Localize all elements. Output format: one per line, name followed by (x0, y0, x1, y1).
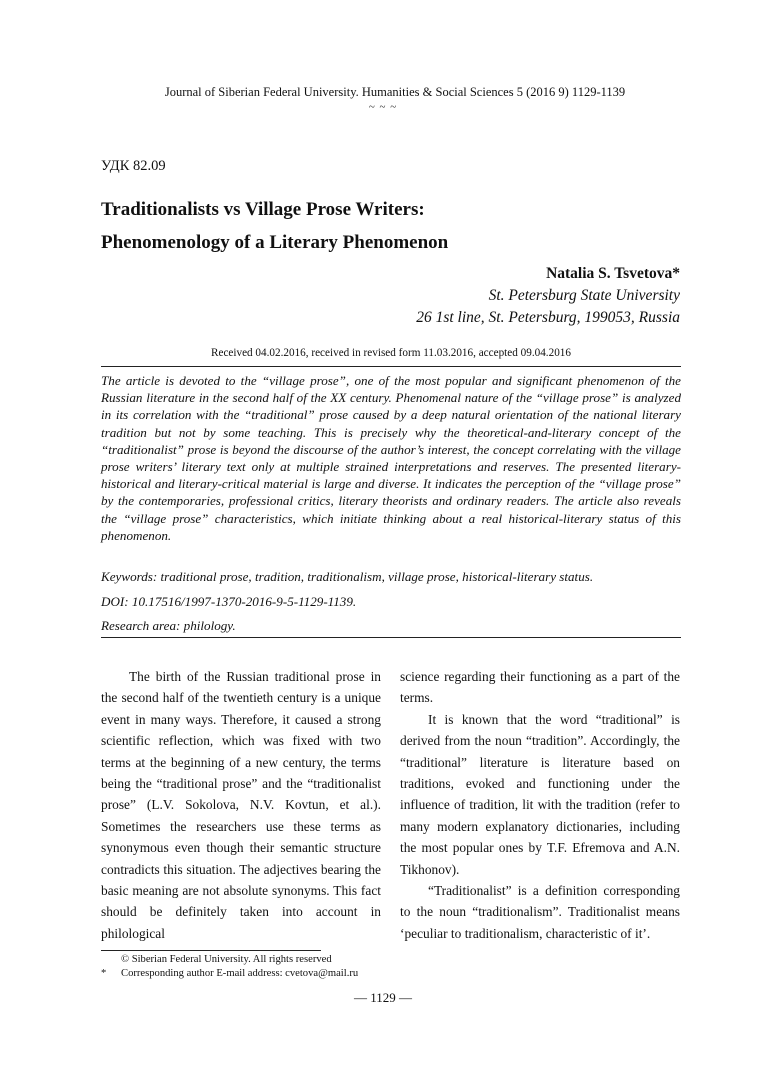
body-paragraph: “Traditionalist” is a definition corresponding to the noun “traditionalism”. Traditionalist means ‘peculiar to traditionalism, characteristic of it’. (400, 883, 680, 941)
journal-header: Journal of Siberian Federal University. Humanities & Social Sciences 5 (2016 9) 1129-1139 (164, 85, 626, 99)
author-affiliation: St. Petersburg State University (488, 287, 680, 304)
body-paragraph: science regarding their functioning as a part of the terms. (400, 669, 680, 706)
title-line-1: Traditionalists vs Village Prose Writers: (101, 199, 425, 220)
page-number: — 1129 — (353, 990, 413, 1005)
body-column-left (101, 666, 381, 944)
footnote-corresponding (101, 967, 358, 981)
keywords: Keywords: traditional prose, tradition, traditionalism, village prose, historical-literary status. (101, 569, 594, 584)
research-area: Research area: philology. (101, 618, 236, 633)
udk-code: УДК 82.09 (101, 158, 166, 174)
doi: DOI: 10.17516/1997-1370-2016-9-5-1129-1139. (101, 594, 357, 609)
author-address: 26 1st line, St. Petersburg, 199053, Russia (416, 309, 680, 326)
body-column-right (400, 666, 680, 944)
footnote-copyright (101, 953, 332, 967)
abstract-bottom-rule (101, 637, 681, 638)
footnote-rule (101, 950, 321, 951)
corresponding-text: Corresponding author E-mail address: cvetova@mail.ru (121, 968, 359, 979)
abstract: The article is devoted to the “village prose”, one of the most popular and significant phenomenon of the Russian literature in the second half of the XX century. Phenomenal nature of the “village prose” is analyzed in its correlation with the “traditional” prose caused by a deep natural orientation of the national literary tradition but not by some teaching. This is precisely why the theoretical-and-literary concept of the “traditionalist” prose is beyond the discourse of the author’s interest, the concept correlating with the village prose writers’ literary text only at multiple strained interpretations and reserves. The presented literary-historical and literary-critical material is large and diverse. It indicates the perception of the “village prose” by the contemporaries, professional critics, literary theorists and ordinary readers. The article also reveals the “village prose” characteristics, which initiate thinking about a real historical-literary status of this phenomenon. (101, 373, 681, 543)
footnote-mark: * (101, 968, 107, 979)
article-title (101, 193, 448, 259)
abstract-top-rule (101, 366, 681, 367)
title-line-2: Phenomenology of a Literary Phenomenon (101, 232, 449, 253)
author-block (416, 263, 680, 329)
copyright-text: © Siberian Federal University. All rights reserved (121, 954, 332, 965)
header-ornament: ~ ~ ~ (368, 101, 398, 113)
received-dates: Received 04.02.2016, received in revised form 11.03.2016, accepted 09.04.2016 (211, 347, 571, 359)
body-paragraph: It is known that the word “traditional” is derived from the noun “tradition”. Accordingly, the “traditional” literature is literature based on traditions, evoked and functioning under the influence of tradition, lit with the tradition (refer to many modern explanatory dictionaries, including the most popular ones by T.F. Efremova and A.N. Tikhonov). (400, 711, 680, 877)
author-name: Natalia S. Tsvetova* (546, 265, 680, 282)
body-paragraph: The birth of the Russian traditional prose in the second half of the twentieth century is a unique event in many ways. Therefore, it caused a strong scientific reflection, which was fixed with two terms at the beginning of a new century, the terms being the “traditional prose” and the “traditionalist prose” (L.V. Sokolova, N.V. Kovtun, et al.). Sometimes the researchers use these terms as synonymous even though their semantic structure contradicts this situation. The adjectives bearing the basic meaning are not absolute synonyms. This fact should be definitely taken into account in philological (101, 669, 381, 941)
